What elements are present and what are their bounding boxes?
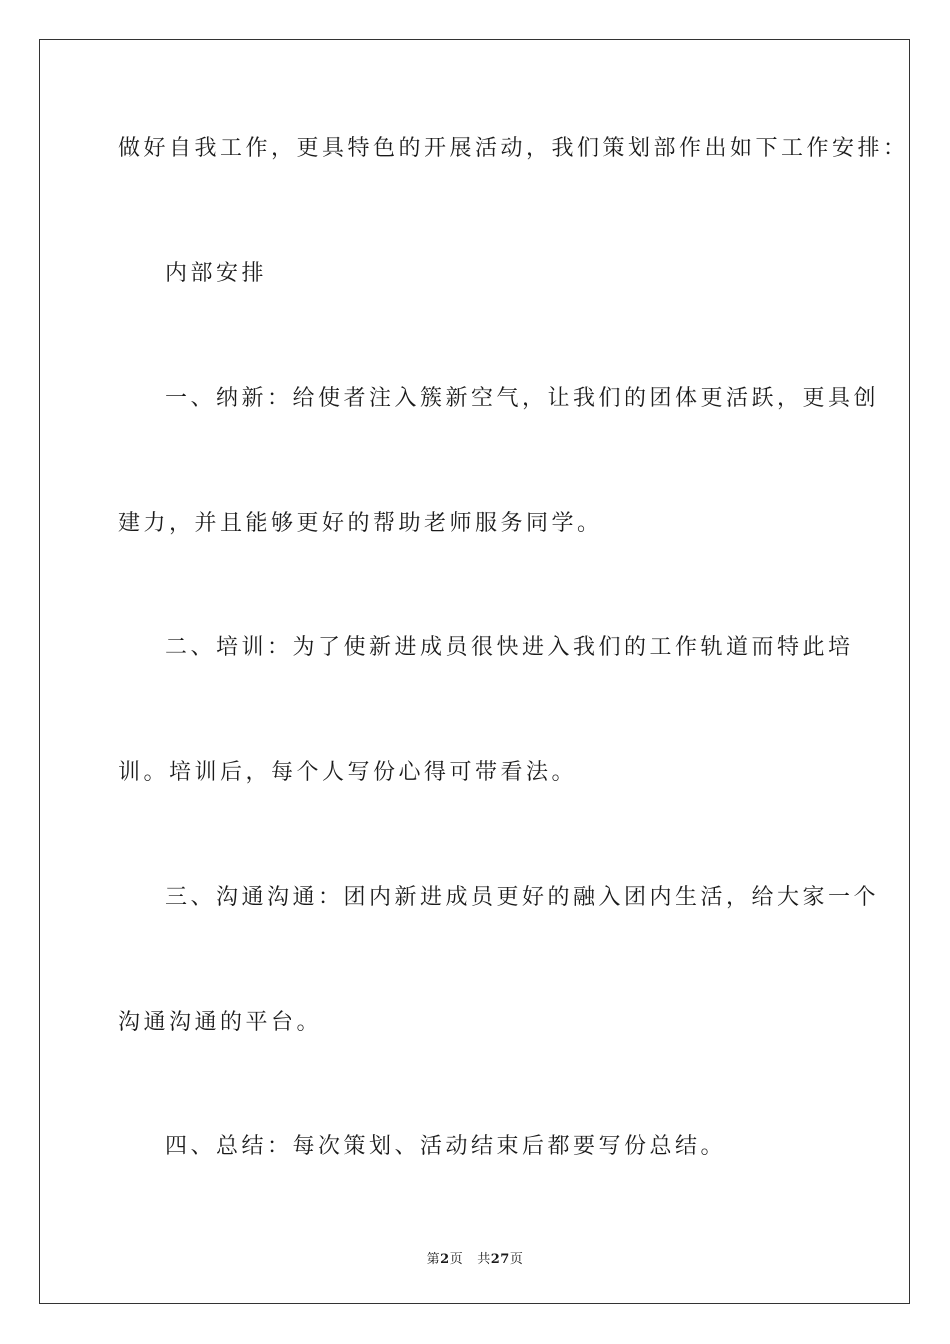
page-footer xyxy=(0,1248,950,1267)
total-page-number: 27 xyxy=(490,1252,510,1267)
page-suffix: 页 xyxy=(449,1252,464,1267)
paragraph-line-9: 四、总结：每次策划、活动结束后都要写份总结。 xyxy=(165,1134,727,1159)
section-heading-internal-arrangement: 内部安排 xyxy=(165,261,268,286)
paragraph-line-6: 训。培训后，每个人写份心得可带看法。 xyxy=(118,760,578,785)
total-suffix: 页 xyxy=(509,1252,524,1267)
page-prefix: 第 xyxy=(426,1252,441,1267)
paragraph-line-4: 建力，并且能够更好的帮助老师服务同学。 xyxy=(118,511,603,536)
paragraph-line-7: 三、沟通沟通：团内新进成员更好的融入团内生活，给大家一个 xyxy=(165,885,880,910)
total-prefix: 共 xyxy=(477,1252,491,1267)
paragraph-line-3: 一、纳新：给使者注入簇新空气，让我们的团体更活跃，更具创 xyxy=(165,386,880,411)
page-border xyxy=(39,39,910,1304)
paragraph-line-8: 沟通沟通的平台。 xyxy=(118,1010,323,1035)
paragraph-line-5: 二、培训：为了使新进成员很快进入我们的工作轨道而特此培 xyxy=(165,635,854,660)
current-page-number: 2 xyxy=(440,1252,450,1267)
paragraph-line-1: 做好自我工作，更具特色的开展活动，我们策划部作出如下工作安排： xyxy=(118,136,909,161)
